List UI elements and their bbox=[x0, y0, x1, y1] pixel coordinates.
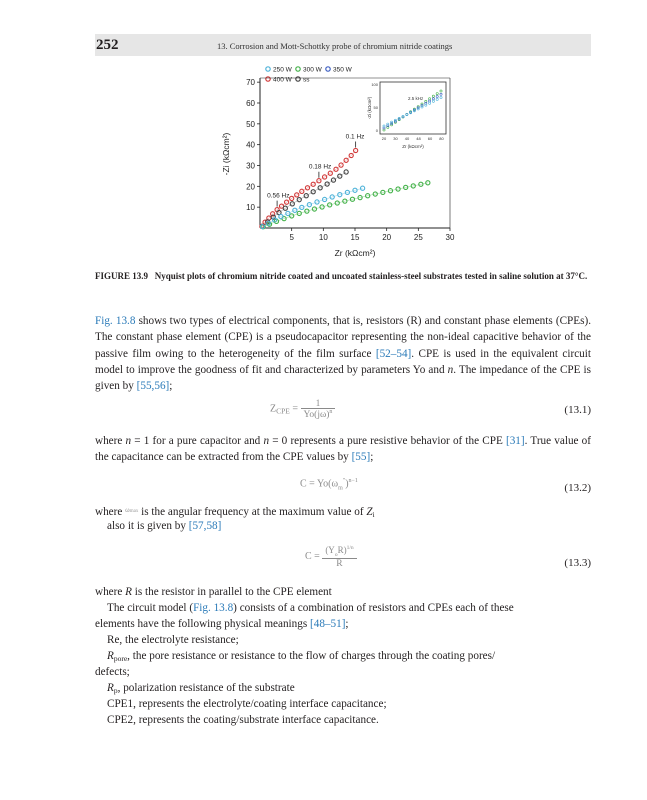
page-number: 252 bbox=[96, 37, 119, 53]
legend-marker bbox=[326, 67, 330, 71]
eq2-formula bbox=[300, 478, 358, 491]
inset-x-tick-label: 40 bbox=[404, 136, 410, 141]
legend-label: 350 W bbox=[333, 66, 352, 74]
caption-text: Nyquist plots of chromium nitride coated and uncoated stainless-steel substrates tested in saline solution at 37°C. bbox=[154, 271, 588, 281]
y-axis-label: -Zi (kΩcm²) bbox=[221, 132, 231, 176]
inset-x-tick-label: 30 bbox=[393, 136, 398, 141]
eq3-number: (13.3) bbox=[564, 557, 591, 569]
inset-y-tick-50: 50 bbox=[373, 105, 378, 110]
caption-label: FIGURE 13.9 bbox=[95, 271, 149, 281]
eq2-number: (13.2) bbox=[564, 482, 591, 494]
eq1-lhs-sub: CPE bbox=[276, 406, 290, 416]
legend bbox=[266, 67, 353, 84]
line-cpe1: CPE1, represents the electrolyte/coating interface capacitance; bbox=[107, 698, 387, 710]
eq1-fraction bbox=[301, 398, 336, 420]
eq1-numerator: 1 bbox=[315, 398, 321, 408]
paragraph-1 bbox=[95, 313, 591, 394]
p1-text-3: . The impedance of the CPE is given by bbox=[95, 363, 591, 393]
y-tick-label: 40 bbox=[246, 140, 255, 150]
inset-x-tick-label: 80 bbox=[439, 136, 444, 141]
eq3-fraction bbox=[322, 545, 356, 569]
where-text-2: is the angular frequency at the maximum value of bbox=[138, 506, 367, 518]
x-tick-label: 20 bbox=[382, 233, 392, 242]
inset-y-tick-100: 100 bbox=[371, 82, 378, 87]
legend-label: ss bbox=[303, 76, 310, 84]
legend-marker bbox=[296, 67, 300, 71]
p1-text-4: ; bbox=[169, 380, 173, 393]
eq2-end-sup: n−1 bbox=[348, 478, 358, 484]
p2-text-1: where bbox=[95, 435, 126, 447]
fit-line bbox=[263, 183, 428, 227]
line-rpore: $R_{pore}$, the pore resistance or resistance to the flow of charges through the coating pores/ bbox=[107, 650, 496, 663]
inset-x-label: Zr (kΩcm²) bbox=[402, 144, 424, 149]
inset-x-tick-label: 48 bbox=[416, 136, 421, 141]
x-ticks bbox=[289, 228, 455, 242]
y-tick-label: 70 bbox=[246, 78, 255, 88]
eq1-formula bbox=[270, 398, 335, 420]
y-tick-label: 10 bbox=[246, 203, 255, 213]
x-tick-label: 5 bbox=[289, 233, 294, 242]
line-circuit-model: The circuit model (Fig. 13.8) consists of a combination of resistors and CPEs each of these bbox=[107, 602, 514, 614]
ref-55-56[interactable]: [55,56] bbox=[136, 380, 170, 393]
ref-31[interactable]: [31] bbox=[505, 435, 525, 447]
line-rp: $R_p$, polarization resistance of the substrate bbox=[107, 682, 295, 695]
eq1-number: (13.1) bbox=[564, 404, 591, 416]
line-re: Re, the electrolyte resistance; bbox=[107, 634, 239, 646]
equation-13-3 bbox=[95, 543, 591, 581]
x-tick-label: 25 bbox=[413, 233, 423, 242]
ref-55[interactable]: [55] bbox=[351, 451, 371, 464]
zi-sub: i bbox=[372, 510, 375, 519]
x-tick-label: 15 bbox=[350, 233, 360, 242]
eq2-text: C = Yo(ω bbox=[300, 478, 339, 490]
frequency-annotation: 0.56 Hz bbox=[267, 192, 290, 200]
nyquist-figure bbox=[218, 62, 468, 262]
inset-frame bbox=[380, 82, 446, 134]
p2-n1: n bbox=[125, 435, 132, 447]
also-line bbox=[107, 518, 221, 534]
omega-max-symbol: ωmax bbox=[125, 506, 139, 514]
legend-marker bbox=[266, 67, 270, 71]
ref-52-54[interactable]: [52–54] bbox=[375, 347, 412, 360]
legend-label: 300 W bbox=[303, 66, 322, 74]
eq2-end: ) bbox=[345, 478, 349, 490]
y-ticks bbox=[246, 78, 260, 212]
running-title: 13. Corrosion and Mott-Schottky probe of chromium nitride coatings bbox=[217, 41, 453, 51]
eq3-denominator: R bbox=[322, 558, 356, 569]
eq3-lhs: C = bbox=[305, 551, 323, 563]
eq2-sub: m bbox=[338, 485, 343, 492]
inset-annotation: 2.5 kHz bbox=[408, 96, 424, 101]
p2-text-3: = 0 represents a pure resistive behavior of the CPE bbox=[269, 435, 506, 447]
legend-label: 250 W bbox=[273, 66, 292, 74]
eq2-sup: " bbox=[342, 478, 346, 484]
p1-text-2: . CPE is used in the equivalent circuit model to improve the goodness of fit and characterized by parameters Yo and bbox=[95, 347, 591, 376]
p1-n: n bbox=[447, 363, 454, 376]
legend-marker bbox=[296, 77, 300, 81]
y-tick-label: 50 bbox=[246, 119, 255, 129]
y-tick-label: 30 bbox=[246, 161, 255, 171]
eq1-den-sup: n bbox=[329, 409, 333, 415]
legend-label: 400 W bbox=[273, 76, 292, 84]
equation-13-1 bbox=[95, 390, 591, 428]
inset-x-tick-label: 20 bbox=[381, 136, 387, 141]
line-defects: defects; bbox=[95, 666, 130, 678]
ref-48-51[interactable]: [48–51] bbox=[310, 618, 346, 630]
eq1-den-text: Yo(jω) bbox=[303, 410, 330, 421]
x-tick-label: 30 bbox=[445, 233, 455, 242]
inset-y-label: -Zi (kΩcm²) bbox=[367, 96, 372, 120]
x-tick-label: 10 bbox=[318, 233, 328, 242]
line-where-r: where R is the resistor in parallel to the CPE element bbox=[95, 586, 332, 598]
ref-fig-13-8-b[interactable]: Fig. 13.8 bbox=[193, 602, 234, 614]
inset-plot bbox=[367, 82, 446, 149]
inset-y-tick-0: 0 bbox=[375, 128, 378, 133]
eq1-lhs: Z bbox=[270, 403, 277, 415]
p2-text-2: = 1 for a pure capacitor and bbox=[131, 435, 264, 447]
line-meanings: elements have the following physical meanings [48–51]; bbox=[95, 618, 349, 630]
inset-x-ticks bbox=[382, 136, 445, 141]
p2-text-5: ; bbox=[370, 451, 374, 464]
eq1-denominator bbox=[301, 408, 336, 420]
annotations bbox=[267, 134, 364, 207]
zi-symbol: Z bbox=[366, 506, 373, 518]
eq1-equals: = bbox=[289, 403, 301, 415]
eq3-numerator: $(Y_oR)^{1/n}$ bbox=[325, 545, 354, 558]
also-text: also it is given by bbox=[107, 520, 189, 532]
where-text-1: where bbox=[95, 506, 126, 518]
figure-caption bbox=[95, 270, 591, 282]
frequency-annotation: 0.18 Hz bbox=[308, 163, 332, 171]
frequency-annotation: 0.1 Hz bbox=[345, 133, 365, 141]
p2-text-4: . True value of the capacitance can be extracted from the CPE values by bbox=[95, 435, 591, 464]
legend-marker bbox=[266, 77, 270, 81]
line-cpe2: CPE2, represents the coating/substrate interface capacitance. bbox=[107, 714, 379, 726]
series-points bbox=[260, 148, 430, 228]
ref-fig-13-8[interactable]: Fig. 13.8 bbox=[95, 315, 136, 327]
eq3-formula bbox=[305, 545, 357, 569]
paragraph-2 bbox=[95, 433, 591, 466]
x-axis-label: Zr (kΩcm²) bbox=[334, 248, 376, 258]
ref-57-58[interactable]: [57,58] bbox=[188, 520, 222, 532]
p1-text-1: shows two types of electrical components, that is, resistors (R) and constant phase elements (CPEs). The constant phase element (CPE) is a pseudocapacitor representing the non-ideal capacitive behavior of the passive film owing to the heterogeneity of the film surface bbox=[95, 315, 591, 360]
y-tick-label: 60 bbox=[246, 99, 255, 108]
p2-n2: n bbox=[263, 435, 270, 447]
inset-x-tick-label: 60 bbox=[427, 136, 433, 141]
y-tick-label: 20 bbox=[246, 182, 255, 192]
